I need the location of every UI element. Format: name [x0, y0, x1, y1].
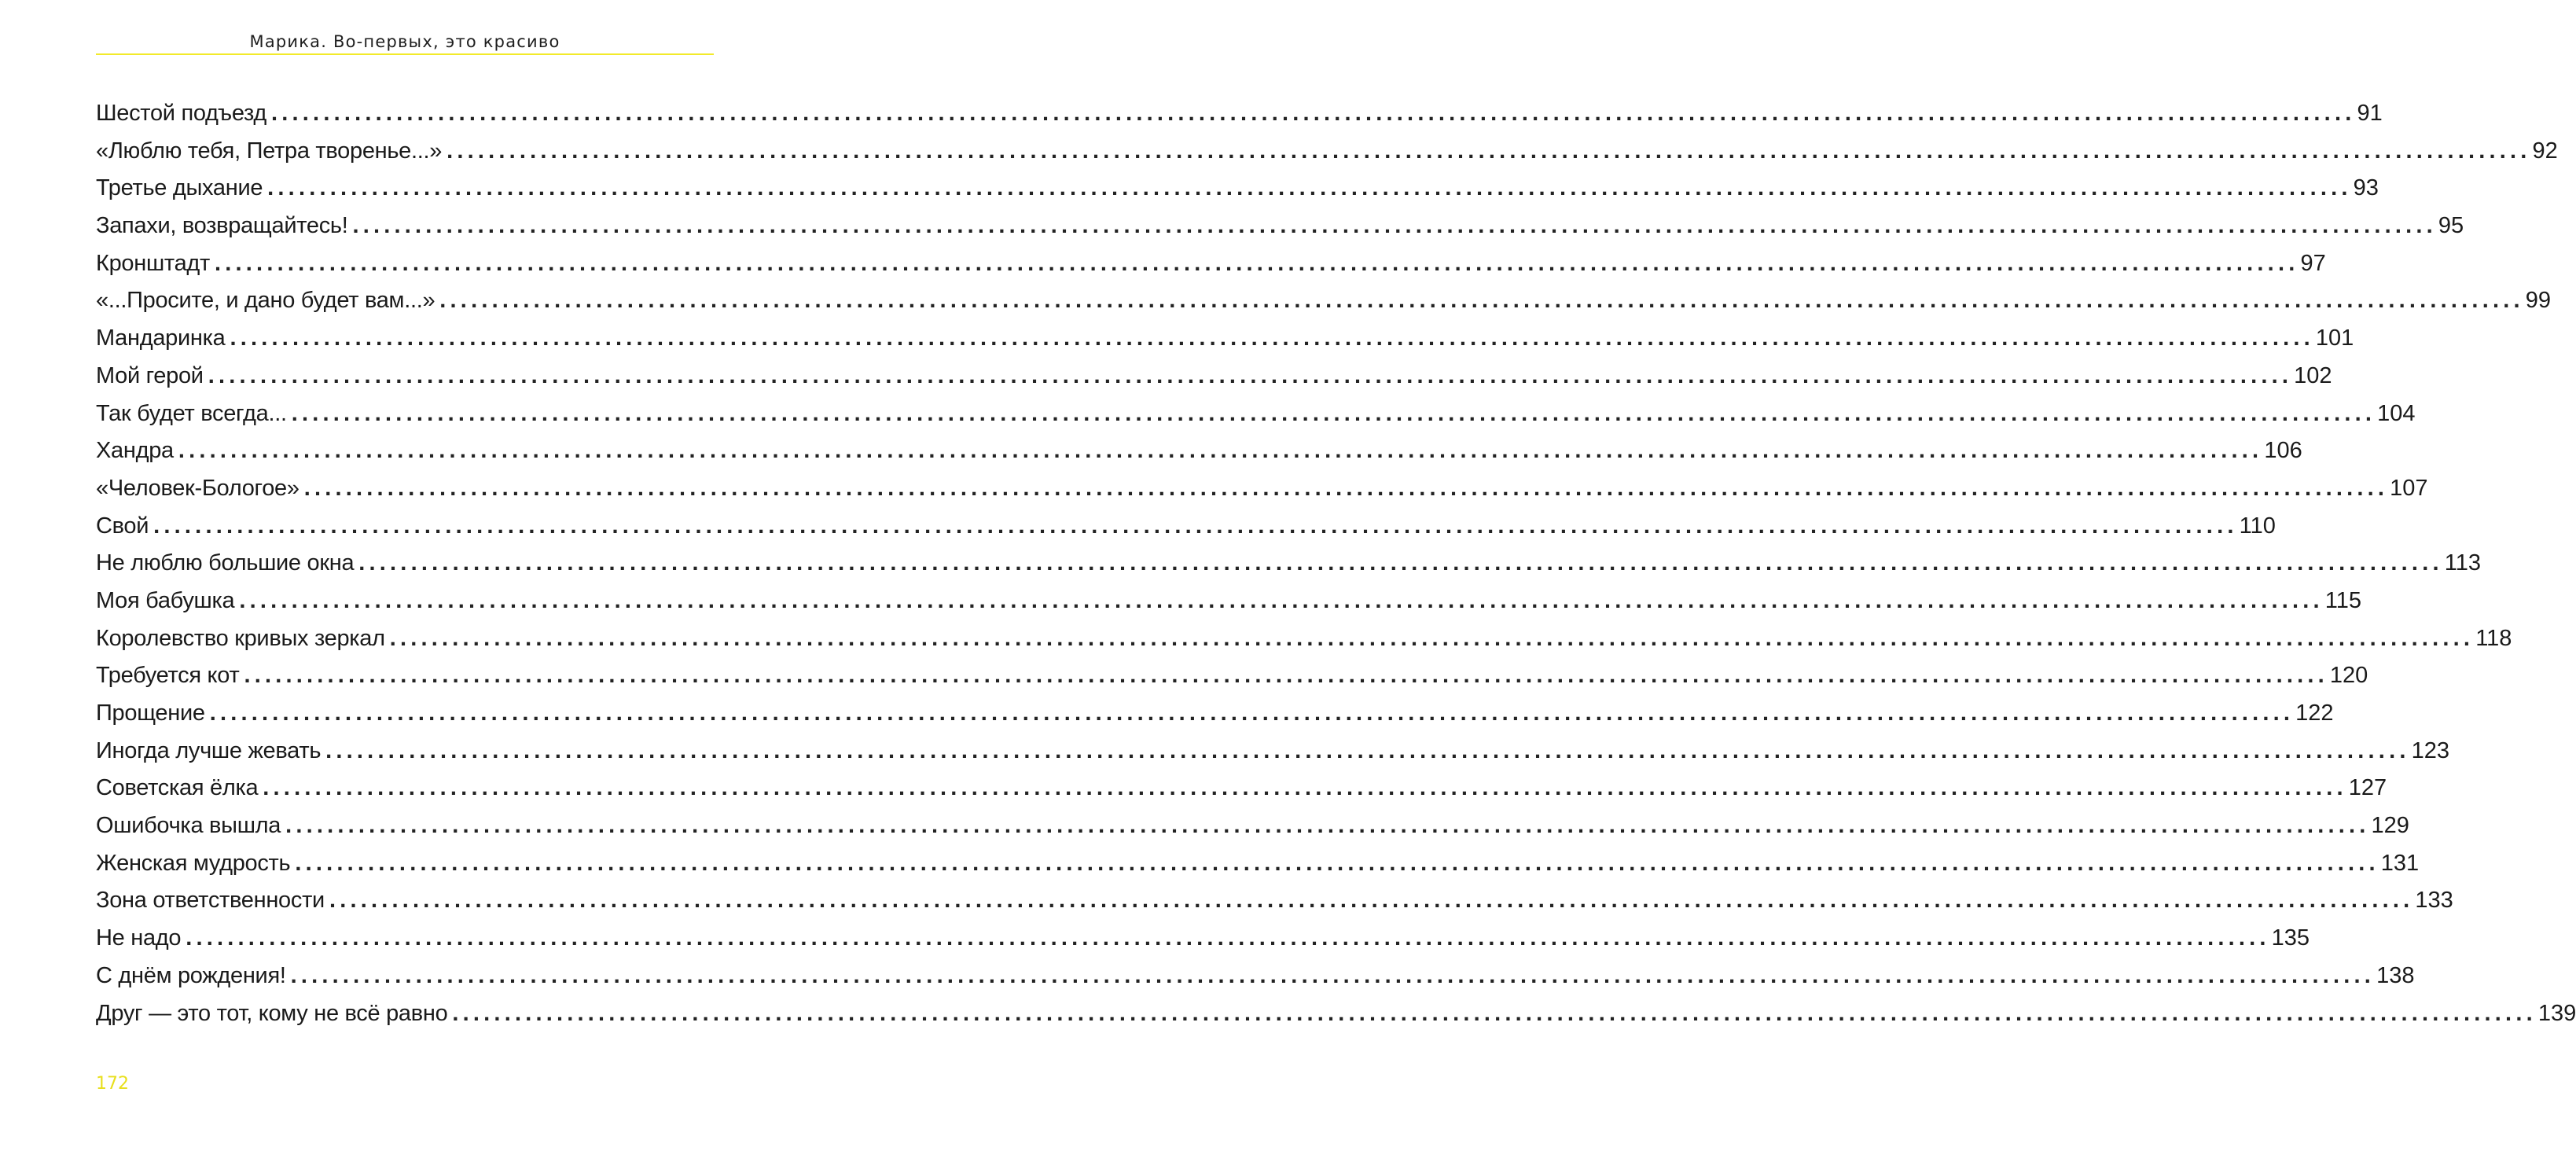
toc-entry-page: 91 [2357, 101, 2383, 126]
toc-dot-leader: ........................................................................................................................................................................................................ [446, 138, 2531, 164]
toc-entry-title: Друг — это тот, кому не всё равно [96, 1000, 448, 1026]
header-rule [96, 53, 714, 55]
toc-entry [96, 138, 2558, 176]
running-header-title: Марика. Во-первых, это красиво [249, 32, 560, 51]
toc-entry-page: 104 [2377, 400, 2416, 426]
toc-dot-leader: ........................................................................................................................................................................................................ [352, 213, 2437, 239]
toc-entry-title: С днём рождения! [96, 962, 286, 988]
toc-entry-page: 107 [2390, 475, 2428, 501]
toc-entry-page: 110 [2239, 513, 2276, 539]
toc-entry-title: Мой герой [96, 362, 204, 388]
toc-entry [96, 925, 2310, 963]
toc-dot-leader: ........................................................................................................................................................................................................ [208, 362, 2293, 388]
toc-entry-title: Кронштадт [96, 250, 211, 276]
toc-entry-title: Третье дыхание [96, 175, 263, 201]
toc-entry-page: 122 [2295, 701, 2334, 726]
toc-entry-page: 115 [2324, 587, 2362, 613]
toc-entry-page: 99 [2525, 288, 2551, 314]
toc-dot-leader: ........................................................................................................................................................................................................ [329, 888, 2414, 914]
toc-dot-leader: ........................................................................................................................................................................................................ [452, 1000, 2537, 1026]
toc-dot-leader: ........................................................................................................................................................................................................ [215, 250, 2299, 276]
toc-entry-page: 139 [2537, 1000, 2576, 1026]
toc-entry [96, 850, 2420, 888]
toc-entry-title: Ошибочка вышла [96, 813, 281, 839]
toc-entry [96, 625, 2512, 664]
toc-dot-leader: ........................................................................................................................................................................................................ [295, 850, 2379, 876]
toc-entry-title: Запахи, возвращайтесь! [96, 213, 348, 239]
toc-entry [96, 175, 2379, 213]
toc-entry [96, 325, 2354, 363]
toc-dot-leader: ........................................................................................................................................................................................................ [303, 475, 2389, 501]
toc-entry-page: 113 [2444, 550, 2481, 576]
toc-entry-page: 129 [2371, 813, 2409, 839]
toc-entry-page: 93 [2353, 175, 2379, 201]
toc-entry-title: Требуется кот [96, 663, 240, 689]
toc-entry-page: 95 [2438, 213, 2464, 239]
toc-entry-page: 97 [2300, 250, 2326, 276]
toc-entry-title: Шестой подъезд [96, 101, 267, 126]
toc-entry-page: 123 [2411, 737, 2449, 763]
table-of-contents [96, 101, 2576, 1038]
toc-entry-page: 135 [2271, 925, 2310, 951]
toc-dot-leader: ........................................................................................................................................................................................................ [325, 737, 2410, 763]
toc-entry-page: 118 [2475, 625, 2512, 651]
toc-entry-page: 127 [2348, 775, 2387, 801]
toc-entry [96, 1000, 2576, 1039]
toc-entry [96, 288, 2551, 325]
toc-entry [96, 101, 2383, 138]
toc-dot-leader: ........................................................................................................................................................................................................ [153, 513, 2238, 539]
toc-entry-title: Моя бабушка [96, 587, 235, 613]
toc-entry-title: Хандра [96, 438, 174, 464]
toc-dot-leader: ........................................................................................................................................................................................................ [439, 288, 2524, 314]
toc-entry [96, 475, 2428, 513]
toc-entry-title: Советская ёлка [96, 775, 259, 801]
toc-dot-leader: ........................................................................................................................................................................................................ [358, 550, 2443, 576]
toc-entry-title: Зона ответственности [96, 888, 325, 914]
toc-entry-page: 133 [2415, 888, 2453, 914]
toc-entry-page: 131 [2380, 850, 2420, 876]
toc-entry [96, 513, 2276, 551]
toc-entry [96, 250, 2326, 289]
toc-entry-title: Женская мудрость [96, 850, 291, 876]
toc-entry-title: «Человек-Бологое» [96, 475, 299, 501]
toc-dot-leader: ........................................................................................................................................................................................................ [209, 701, 2295, 726]
toc-entry-title: Так будет всегда... [96, 400, 287, 426]
toc-entry-page: 101 [2315, 325, 2354, 351]
toc-entry [96, 213, 2464, 251]
toc-dot-leader: ........................................................................................................................................................................................................ [230, 325, 2314, 351]
toc-entry-title: Не надо [96, 925, 182, 951]
toc-entry-title: Королевство кривых зеркал [96, 625, 385, 651]
toc-entry-page: 92 [2532, 138, 2558, 164]
toc-entry-page: 138 [2376, 962, 2415, 988]
toc-entry-title: «Люблю тебя, Петра творенье...» [96, 138, 443, 164]
toc-entry-title: Свой [96, 513, 149, 539]
toc-entry-title: «...Просите, и дано будет вам...» [96, 288, 435, 314]
toc-entry-title: Прощение [96, 701, 205, 726]
toc-dot-leader: ........................................................................................................................................................................................................ [271, 101, 2356, 126]
toc-entry-title: Не люблю большие окна [96, 550, 355, 576]
toc-entry [96, 775, 2387, 813]
toc-dot-leader: ........................................................................................................................................................................................................ [178, 438, 2263, 464]
toc-dot-leader: ........................................................................................................................................................................................................ [389, 625, 2475, 651]
toc-dot-leader: ........................................................................................................................................................................................................ [267, 175, 2352, 201]
toc-entry-title: Иногда лучше жевать [96, 737, 322, 763]
toc-dot-leader: ........................................................................................................................................................................................................ [186, 925, 2270, 951]
toc-entry [96, 400, 2416, 439]
toc-entry [96, 663, 2368, 701]
toc-entry [96, 587, 2362, 626]
toc-entry [96, 362, 2332, 401]
toc-entry-page: 106 [2264, 438, 2302, 464]
toc-entry [96, 962, 2415, 1001]
toc-dot-leader: ........................................................................................................................................................................................................ [239, 587, 2324, 613]
toc-entry-page: 102 [2294, 362, 2332, 388]
toc-entry-page: 120 [2329, 663, 2368, 689]
page-number: 172 [96, 1074, 129, 1094]
toc-entry [96, 737, 2449, 776]
toc-dot-leader: ........................................................................................................................................................................................................ [244, 663, 2328, 689]
toc-entry [96, 888, 2453, 925]
toc-entry [96, 701, 2334, 738]
toc-dot-leader: ........................................................................................................................................................................................................ [285, 813, 2370, 839]
toc-dot-leader: ........................................................................................................................................................................................................ [290, 962, 2376, 988]
toc-entry [96, 813, 2409, 851]
toc-entry [96, 550, 2481, 588]
toc-entry [96, 438, 2302, 476]
toc-dot-leader: ........................................................................................................................................................................................................ [291, 400, 2376, 426]
toc-entry-title: Мандаринка [96, 325, 226, 351]
toc-dot-leader: ........................................................................................................................................................................................................ [263, 775, 2347, 801]
